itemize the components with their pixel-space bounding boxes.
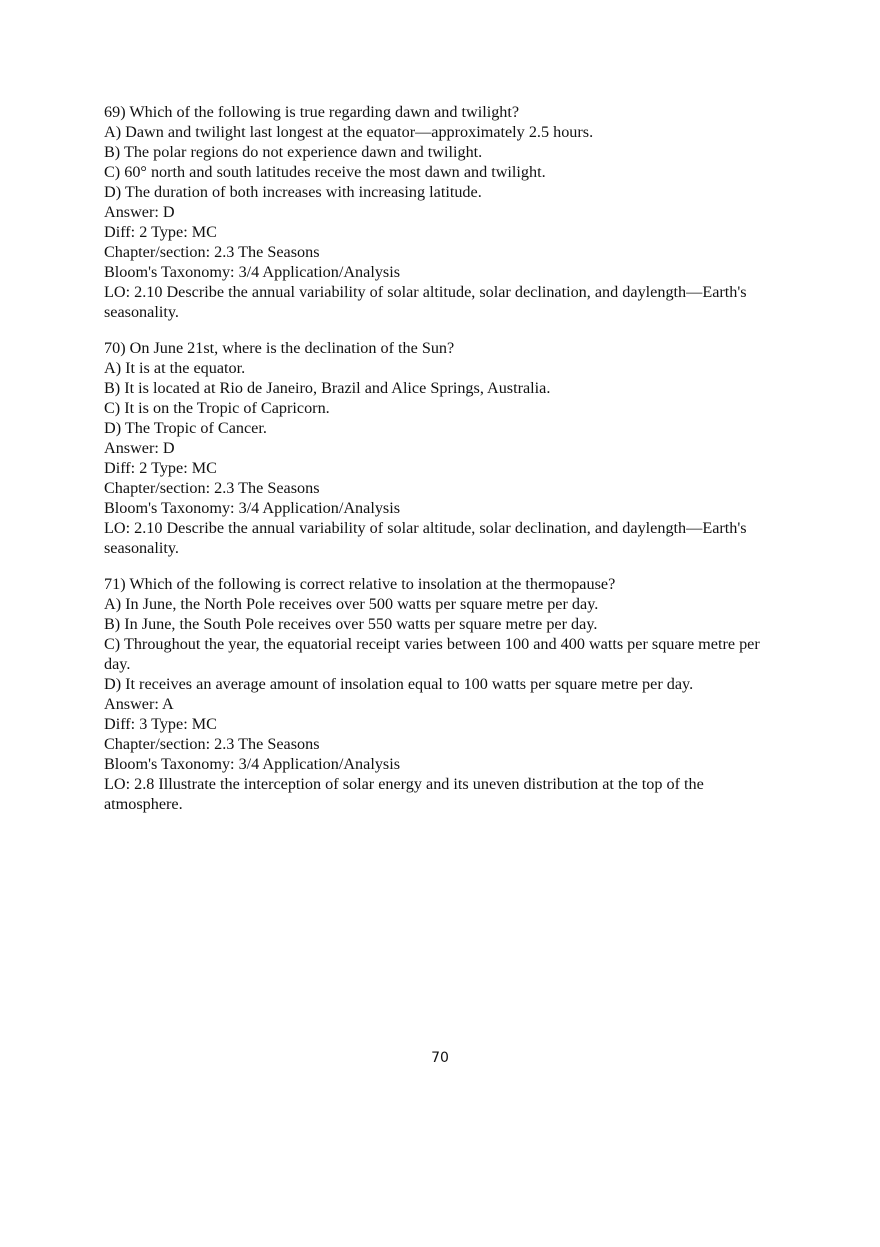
learning-objective: LO: 2.10 Describe the annual variability of solar altitude, solar declination, and daylength—Earth's seasonality. bbox=[104, 519, 747, 557]
blooms-taxonomy: Bloom's Taxonomy: 3/4 Application/Analysis bbox=[104, 263, 401, 281]
answer-option-c: C) It is on the Tropic of Capricorn. bbox=[104, 399, 330, 417]
question-70 bbox=[104, 338, 764, 558]
answer-option-b: B) The polar regions do not experience dawn and twilight. bbox=[104, 143, 483, 161]
blooms-taxonomy: Bloom's Taxonomy: 3/4 Application/Analysis bbox=[104, 755, 401, 773]
answer-option-d: D) It receives an average amount of insolation equal to 100 watts per square metre per day. bbox=[104, 675, 694, 693]
difficulty-type: Diff: 3 Type: MC bbox=[104, 715, 217, 733]
answer-option-c: C) Throughout the year, the equatorial receipt varies between 100 and 400 watts per square metre per day. bbox=[104, 635, 760, 673]
question-stem: 70) On June 21st, where is the declination of the Sun? bbox=[104, 339, 455, 357]
answer-key: Answer: A bbox=[104, 695, 174, 713]
difficulty-type: Diff: 2 Type: MC bbox=[104, 459, 217, 477]
difficulty-type: Diff: 2 Type: MC bbox=[104, 223, 217, 241]
question-stem: 69) Which of the following is true regarding dawn and twilight? bbox=[104, 103, 520, 121]
answer-option-c: C) 60° north and south latitudes receive the most dawn and twilight. bbox=[104, 163, 546, 181]
answer-option-a: A) In June, the North Pole receives over 500 watts per square metre per day. bbox=[104, 595, 599, 613]
question-stem: 71) Which of the following is correct relative to insolation at the thermopause? bbox=[104, 575, 616, 593]
chapter-section: Chapter/section: 2.3 The Seasons bbox=[104, 479, 320, 497]
blooms-taxonomy: Bloom's Taxonomy: 3/4 Application/Analysis bbox=[104, 499, 401, 517]
question-list bbox=[104, 102, 764, 830]
answer-key: Answer: D bbox=[104, 439, 175, 457]
answer-option-b: B) It is located at Rio de Janeiro, Brazil and Alice Springs, Australia. bbox=[104, 379, 551, 397]
answer-option-d: D) The duration of both increases with increasing latitude. bbox=[104, 183, 482, 201]
chapter-section: Chapter/section: 2.3 The Seasons bbox=[104, 243, 320, 261]
question-71 bbox=[104, 574, 764, 814]
answer-option-a: A) It is at the equator. bbox=[104, 359, 246, 377]
answer-option-a: A) Dawn and twilight last longest at the equator—approximately 2.5 hours. bbox=[104, 123, 594, 141]
answer-option-b: B) In June, the South Pole receives over 550 watts per square metre per day. bbox=[104, 615, 598, 633]
answer-option-d: D) The Tropic of Cancer. bbox=[104, 419, 267, 437]
learning-objective: LO: 2.8 Illustrate the interception of solar energy and its uneven distribution at the top of the atmosphere. bbox=[104, 775, 704, 813]
question-69 bbox=[104, 102, 764, 322]
chapter-section: Chapter/section: 2.3 The Seasons bbox=[104, 735, 320, 753]
learning-objective: LO: 2.10 Describe the annual variability of solar altitude, solar declination, and daylength—Earth's seasonality. bbox=[104, 283, 747, 321]
answer-key: Answer: D bbox=[104, 203, 175, 221]
page-number: 70 bbox=[431, 1050, 449, 1066]
